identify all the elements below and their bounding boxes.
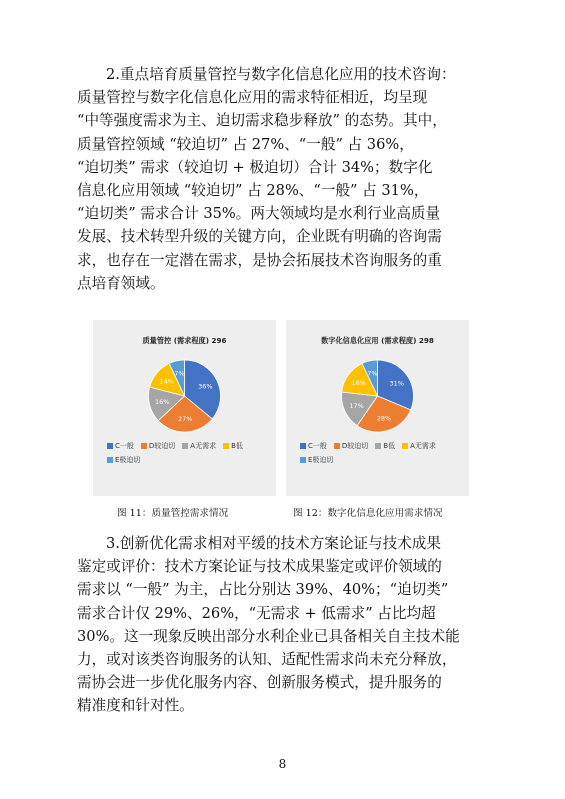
legend-label: C一般: [308, 442, 327, 450]
legend-label: D较迫切: [341, 442, 369, 450]
text-line: 3.创新优化需求相对平缓的技术方案论证与技术成果: [106, 535, 441, 552]
figure-11-caption: 图 11：质量管控需求情况: [117, 508, 229, 519]
text-line: 需求合计仅 29%、26%，“无需求 + 低需求” 占比均超: [77, 604, 436, 622]
text-line: 点培育领域。: [77, 274, 165, 292]
slice-label: 16%: [351, 378, 366, 387]
text-line: 2.重点培育质量管控与数字化信息化应用的技术咨询：: [106, 66, 456, 83]
legend-item: [402, 441, 436, 451]
text-line: “迫切类” 需求合计 35%。两大领域均是水利行业高质量: [77, 205, 441, 223]
page-number: 8: [278, 757, 287, 771]
text-line: 发展、技术转型升级的关键方向，企业既有明确的咨询需: [77, 228, 442, 246]
legend-item: [107, 441, 134, 451]
text-line: 精准度和针对性。: [77, 697, 194, 715]
slice-label: 7%: [174, 369, 185, 378]
text-line: 信息化应用领域 “较迫切” 占 28%、“一般” 占 31%，: [77, 182, 429, 200]
legend-swatch: [223, 443, 229, 449]
text-line: 质量管控与数字化信息化应用的需求特征相近，均呈现: [77, 89, 428, 107]
slice-label: 28%: [376, 414, 392, 423]
text-line: “中等强度需求为主、迫切需求稳步释放” 的态势。其中，: [77, 112, 447, 130]
legend-item: [300, 441, 327, 451]
slice-label: 14%: [159, 377, 174, 386]
legend-label: A无需求: [410, 442, 436, 450]
legend-item: [107, 455, 140, 465]
section-3-paragraph: [77, 532, 495, 718]
text-line: 质量管控领域 “较迫切” 占 27%、“一般” 占 36%，: [77, 135, 414, 153]
text-line: 求，也存在一定潜在需求，是协会拓展技术咨询服务的重: [77, 251, 442, 269]
slice-label: 36%: [198, 382, 213, 391]
legend-item: [223, 441, 243, 451]
legend-item: [375, 441, 395, 451]
pie-chart-quality-control: [93, 320, 276, 496]
legend-swatch: [141, 443, 147, 449]
legend-label: B低: [383, 442, 396, 450]
legend-label: B低: [231, 442, 243, 450]
legend-swatch: [402, 443, 408, 449]
legend-swatch: [334, 443, 340, 449]
legend-label: A无需求: [190, 442, 217, 450]
legend-swatch: [182, 443, 188, 449]
chart-title: 数字化信息化应用 (需求程度) 298: [321, 336, 434, 345]
legend-swatch: [300, 457, 306, 463]
legend-swatch: [107, 457, 113, 463]
legend-swatch: [300, 443, 306, 449]
slice-label: 27%: [177, 415, 193, 424]
legend-item: [300, 455, 333, 465]
text-line: 力，或对该类咨询服务的认知、适配性需求尚未充分释放，: [77, 651, 457, 669]
text-line: 需求以 “一般” 为主，占比分别达 39%、40%；“迫切类”: [77, 581, 449, 599]
pie-svg: [93, 352, 276, 440]
legend-label: E极迫切: [308, 456, 334, 464]
text-line: 需协会进一步优化服务内容、创新服务模式，提升服务的: [77, 674, 442, 692]
figure-12-caption: 图 12：数字化信息化应用需求情况: [293, 508, 443, 519]
slice-label: 17%: [349, 401, 364, 410]
text-line: 30%。这一现象反映出部分水利企业已具备相关自主技术能: [77, 627, 460, 645]
chart-legend: [300, 441, 460, 469]
section-2-paragraph: [77, 63, 495, 295]
legend-swatch: [107, 443, 113, 449]
slice-label: 7%: [367, 369, 378, 378]
legend-swatch: [375, 443, 381, 449]
legend-label: E极迫切: [115, 456, 141, 464]
chart-legend: [107, 441, 267, 469]
legend-label: D较迫切: [148, 442, 176, 450]
legend-item: [334, 441, 368, 451]
pie-chart-digitalization: [286, 320, 469, 496]
slice-label: 16%: [154, 397, 170, 406]
slice-label: 31%: [389, 379, 404, 388]
legend-item: [141, 441, 175, 451]
pie-svg: [286, 352, 469, 440]
chart-title: 质量管控 (需求程度) 296: [142, 336, 227, 345]
text-line: 鉴定或评价：技术方案论证与技术成果鉴定或评价领域的: [77, 558, 442, 576]
text-line: “迫切类” 需求（较迫切 + 极迫切）合计 34%；数字化: [77, 158, 433, 176]
legend-label: C一般: [115, 442, 134, 450]
legend-item: [182, 441, 216, 451]
